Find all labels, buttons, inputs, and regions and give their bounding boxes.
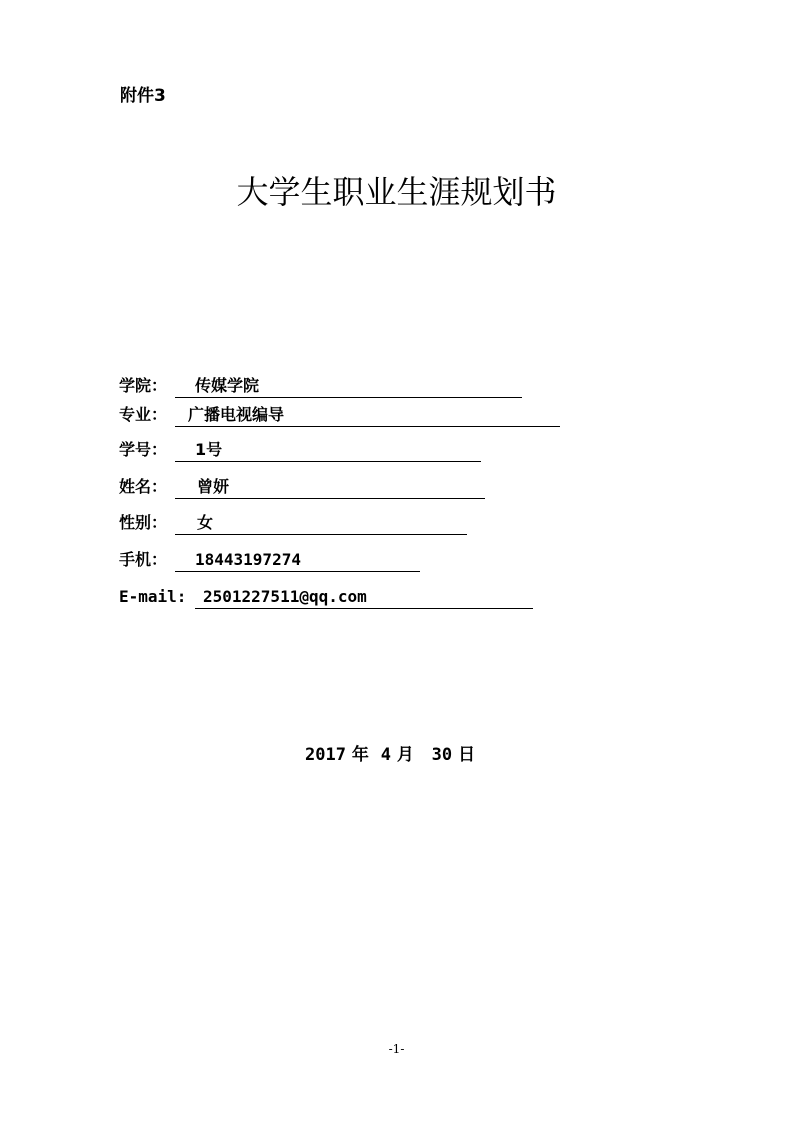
date-day: 30	[431, 745, 453, 765]
major-label: 专业：	[119, 405, 168, 424]
student-number-underline	[175, 438, 481, 462]
major-value: 广播电视编导	[188, 405, 285, 424]
document-date	[305, 743, 475, 767]
student-number-value: 1号	[195, 440, 223, 459]
gender-underline	[175, 511, 467, 535]
email-label: E-mail:	[119, 587, 187, 606]
phone-underline	[175, 548, 420, 572]
phone-label: 手机：	[119, 550, 168, 569]
name-label: 姓名：	[119, 477, 168, 496]
phone-value: 18443197274	[195, 550, 301, 569]
date-year-unit: 年	[351, 745, 369, 765]
college-value: 传媒学院	[195, 376, 260, 395]
major-underline	[175, 403, 560, 427]
name-value: 曾妍	[197, 477, 230, 496]
date-year: 2017	[305, 745, 346, 765]
date-day-unit: 日	[458, 745, 476, 765]
college-label: 学院：	[119, 376, 168, 395]
gender-value: 女	[197, 513, 214, 532]
email-underline	[195, 585, 533, 609]
college-underline	[175, 374, 522, 398]
document-title: 大学生职业生涯规划书	[236, 173, 557, 211]
gender-label: 性别：	[119, 513, 168, 532]
page-number: -1-	[388, 1042, 405, 1056]
date-month-unit: 月	[396, 745, 414, 765]
email-value: 2501227511@qq.com	[203, 587, 367, 606]
date-month: 4	[380, 745, 391, 765]
student-number-label: 学号：	[119, 440, 168, 459]
name-underline	[175, 475, 485, 499]
attachment-label: 附件3	[120, 86, 166, 106]
